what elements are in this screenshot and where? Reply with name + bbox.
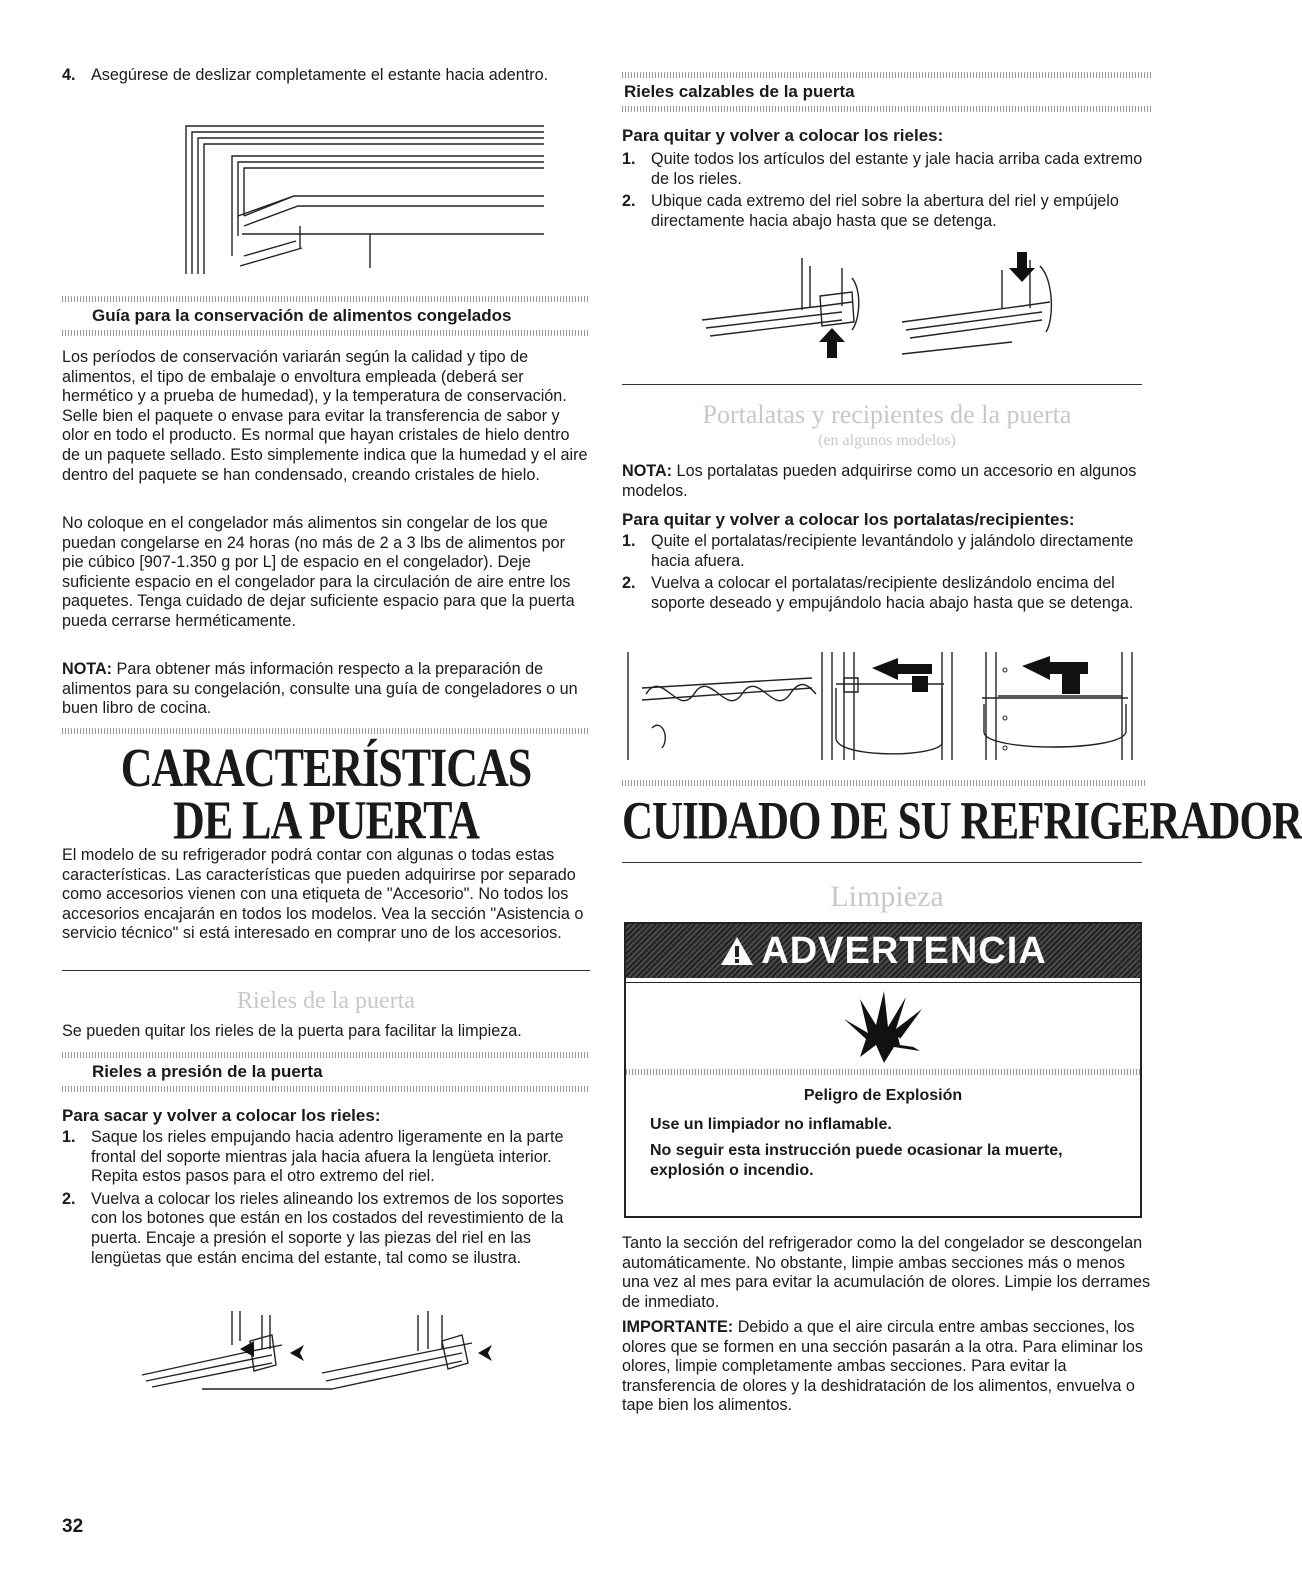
warning-title: ADVERTENCIA (761, 929, 1047, 972)
important-label: IMPORTANTE: (622, 1318, 734, 1336)
list-item (622, 574, 1152, 613)
bins-steps (622, 532, 1152, 613)
press-rails-title: Rieles a presión de la puerta (92, 1062, 323, 1081)
frozen-guide-header (62, 296, 590, 336)
list-item (622, 532, 1152, 571)
cleaning-title: Limpieza (830, 880, 944, 913)
important-paragraph (622, 1318, 1152, 1416)
shelf-illustration (184, 116, 544, 276)
divider (622, 106, 1152, 112)
note-label: NOTA: (62, 660, 113, 678)
bins-note (622, 462, 1152, 501)
snap-rail-illustration (702, 250, 1082, 365)
rails-title: Rieles de la puerta (237, 988, 415, 1014)
step-number: 2. (622, 574, 636, 593)
step-number: 1. (62, 1128, 76, 1146)
hazard-line-1: Use un limpiador no inflamable. (650, 1116, 892, 1133)
note-label: NOTA: (622, 462, 673, 480)
list-item (62, 1190, 590, 1268)
step-text: Quite todos los artículos del estante y jale hacia arriba cada extremo de los rieles. (651, 150, 1143, 188)
divider (62, 728, 590, 734)
arrow-icon (872, 656, 1088, 694)
hazard-line-2: No seguir esta instrucción puede ocasionar la muerte, explosión o incendio. (650, 1142, 1063, 1179)
list-item (622, 192, 1152, 231)
step-text: Quite el portalatas/recipiente levantándolo y jalándolo directamente hacia afuera. (651, 532, 1134, 570)
shelf-button-icon (1003, 746, 1007, 750)
divider (622, 780, 1146, 786)
bins-title: Portalatas y recipientes de la puerta (702, 400, 1072, 429)
warning-box (624, 922, 1142, 1218)
step-number: 2. (62, 1189, 76, 1208)
press-rail-illustration (142, 1305, 562, 1395)
divider (62, 970, 590, 971)
section-title-line-2: DE LA PUERTA (173, 789, 479, 851)
divider (622, 862, 1142, 863)
divider (626, 1069, 1140, 1075)
shelf-button-icon (1003, 716, 1007, 720)
step-text: Asegúrese de deslizar completamente el estante hacia adentro. (91, 66, 549, 84)
warning-triangle-icon (719, 935, 755, 967)
note-text: Para obtener más información respecto a la preparación de alimentos para su congelación, consulte una guía de congeladores o un buen libro de cocina. (62, 660, 578, 718)
press-rails-header (62, 1052, 590, 1092)
bins-illustration (622, 648, 1142, 763)
step-4 (62, 66, 591, 86)
step-text: Vuelva a colocar los rieles alineando los extremos de los soportes con los botones que están en los costados del revestimiento de la puerta. Encaje a presión el soporte y las piezas del riel en las lengüetas que están encima del estante, tal como se ilustra. (91, 1189, 564, 1267)
frozen-paragraph-2: No coloque en el congelador más alimentos sin congelar de los que puedan congelarse en 24 horas (no más de 2 a 3 lbs de alimentos por pie cúbico [907-1.350 g por L] de espacio en el congelador). Deje suficiente espacio en el congelador para la circulación de aire entre los paquetes. Tenga cuidado de dejar suficiente espacio para que la puerta pueda cerrarse herméticamente. (62, 514, 575, 630)
snap-rails-steps (622, 150, 1152, 231)
section-title-line-1: CARACTERÍSTICAS (120, 737, 532, 799)
important-text: Debido a que el aire circula entre ambas secciones, los olores que se formen en una sección pasarán a la otra. Para eliminar los olores, limpie completamente ambas secciones. Para evitar la transferencia de olores y la deshidratación de los alimentos, envuelva o tape bien los alimentos. (622, 1318, 1143, 1415)
list-item (622, 150, 1152, 189)
frozen-paragraph-1: Los períodos de conservación variarán según la calidad y tipo de alimentos, el tipo de embalaje o envoltura empleada (deberá ser hermético y a prueba de humedad), y la temperatura de conservación. Selle bien el paquete o envase para evitar la transferencia de sabor y olor en todo el producto. Es normal que hayan cristales de hielo dentro de un paquete sellado. Esto simplemente indica que la humedad y el aire dentro del paquete se han condensado, creando cristales de hielo. (62, 348, 588, 484)
frozen-note (62, 660, 590, 719)
step-number: 1. (622, 150, 636, 168)
rails-text: Se pueden quitar los rieles de la puerta para facilitar la limpieza. (62, 1022, 522, 1040)
step-number: 2. (622, 192, 636, 211)
divider (62, 1086, 590, 1092)
snap-rails-subtitle: Para quitar y volver a colocar los rieles: (622, 126, 944, 145)
section-title-door-features (62, 737, 590, 851)
page-number: 32 (62, 1516, 84, 1537)
arrow-icon (240, 1341, 492, 1361)
cleaning-paragraph: Tanto la sección del refrigerador como la del congelador se descongelan automáticamente. No obstante, limpie ambas secciones más o menos una vez al mes para evitar la acumulación de olores. Limpie los derrames de inmediato. (622, 1234, 1151, 1311)
bins-subtitle: (en algunos modelos) (818, 432, 956, 449)
step-number: 4. (62, 66, 76, 84)
explosion-icon-area (626, 983, 1140, 1063)
press-rails-steps (62, 1128, 590, 1268)
shelf-button-icon (1003, 668, 1007, 672)
hazard-title: Peligro de Explosión (803, 1087, 963, 1104)
step-text: Ubique cada extremo del riel sobre la abertura del riel y empújelo directamente hacia abajo hasta que se detenga. (651, 192, 1119, 230)
step-number: 1. (622, 532, 636, 550)
snap-rails-title: Rieles calzables de la puerta (624, 82, 855, 101)
list-item (62, 1128, 590, 1187)
warning-banner (626, 924, 1140, 978)
door-intro: El modelo de su refrigerador podrá contar con algunas o todas estas características. Las características que pueden adquirirse por separado como accesorios vienen con una etiqueta de "Accesorio". No todos los accesorios encajarán en todos los modelos. Vea la sección "Asistencia o servicio técnico" si está interesado en comprar uno de los accesorios. (62, 846, 584, 943)
section-title-care: CUIDADO DE SU REFRIGERADOR (622, 792, 1302, 851)
divider (62, 330, 590, 336)
note-text: Los portalatas pueden adquirirse como un accesorio en algunos modelos. (622, 462, 1137, 500)
explosion-icon (840, 989, 926, 1065)
divider (622, 384, 1142, 385)
bins-subtitle-instructions: Para quitar y volver a colocar los portalatas/recipientes: (622, 510, 1075, 529)
press-rails-subtitle: Para sacar y volver a colocar los rieles: (62, 1106, 381, 1125)
step-text: Saque los rieles empujando hacia adentro ligeramente en la parte frontal del soporte mientras jala hacia afuera la lengüeta interior. Repita estos pasos para el otro extremo del riel. (91, 1128, 564, 1186)
step-text: Vuelva a colocar el portalatas/recipiente deslizándolo encima del soporte deseado y empujándolo hacia abajo hasta que se detenga. (651, 574, 1134, 612)
frozen-guide-title: Guía para la conservación de alimentos congelados (92, 306, 512, 325)
snap-rails-header (622, 72, 1152, 112)
